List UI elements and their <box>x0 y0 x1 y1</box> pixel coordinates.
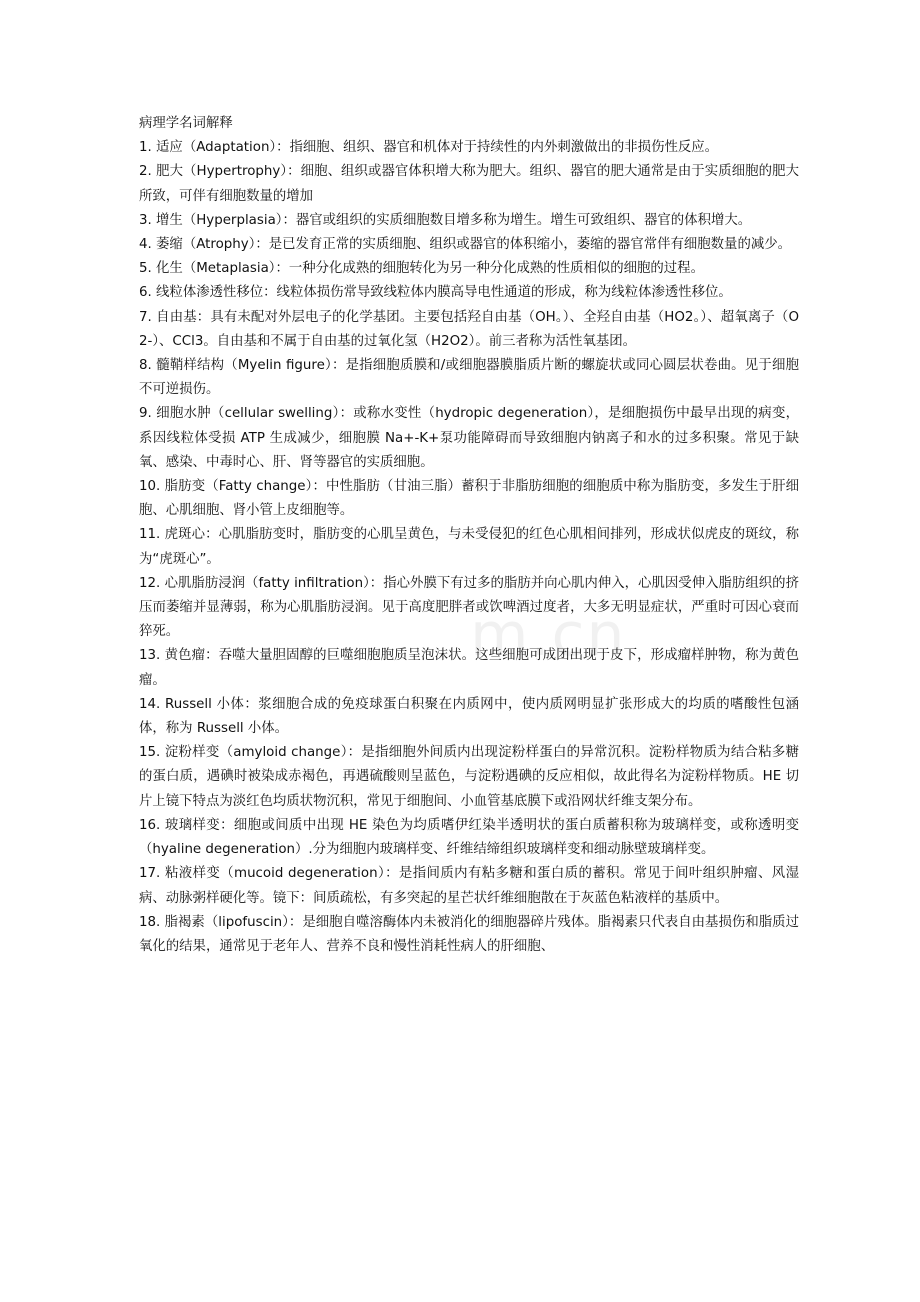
term-paragraph: 17. 粘液样变（mucoid degeneration）：是指间质内有粘多糖和蛋白质的蓄积。常见于间叶组织肿瘤、风湿病、动脉粥样硬化等。镜下：间质疏松，有多突起的星芒状纤维细胞散在于灰蓝色粘液样的基质中。 <box>139 866 799 906</box>
term-paragraph: 15. 淀粉样变（amyloid change）：是指细胞外间质内出现淀粉样蛋白的异常沉积。淀粉样物质为结合粘多糖的蛋白质，遇碘时被染成赤褐色，再遇硫酸则呈蓝色，与淀粉遇碘的反应相似，故此得名为淀粉样物质。HE 切片上镜下特点为淡红色均质状物沉积，常见于细胞间、小血管基底膜下或沿网状纤维支架分布。 <box>139 745 799 809</box>
term-paragraph: 9. 细胞水肿（cellular swelling）：或称水变性（hydropic degeneration），是细胞损伤中最早出现的病变，系因线粒体受损 ATP 生成减少，细胞膜 Na+-K+泵功能障碍而导致细胞内钠离子和水的过多积聚。常见于缺氧、感染、中毒时心、肝、肾等器官的实质细胞。 <box>139 406 799 470</box>
term-paragraph: 5. 化生（Metaplasia）：一种分化成熟的细胞转化为另一种分化成熟的性质相似的细胞的过程。 <box>139 261 704 277</box>
term-paragraph: 12. 心肌脂肪浸润（fatty infiltration）：指心外膜下有过多的脂肪并向心肌内伸入，心肌因受伸入脂肪组织的挤压而萎缩并显薄弱，称为心肌脂肪浸润。见于高度肥胖者或饮啤酒过度者，大多无明显症状，严重时可因心衰而猝死。 <box>139 575 799 640</box>
term-paragraph: 10. 脂肪变（Fatty change）：中性脂肪（甘油三脂）蓄积于非脂肪细胞的细胞质中称为脂肪变，多发生于肝细胞、心肌细胞、肾小管上皮细胞等。 <box>139 479 799 519</box>
watermark: m.cn <box>470 600 627 670</box>
document-body <box>139 112 799 959</box>
term-paragraph: 7. 自由基：具有未配对外层电子的化学基团。主要包括羟自由基（OH。）、全羟自由基（HO2。）、超氧离子（O2-）、CCl3。自由基和不属于自由基的过氧化氢（H2O2）。前三者称为活性氧基团。 <box>139 309 799 349</box>
term-paragraph: 13. 黄色瘤：吞噬大量胆固醇的巨噬细胞胞质呈泡沫状。这些细胞可成团出现于皮下，形成瘤样肿物，称为黄色瘤。 <box>139 648 799 688</box>
term-paragraph: 4. 萎缩（Atrophy）：是已发育正常的实质细胞、组织或器官的体积缩小，萎缩的器官常伴有细胞数量的减少。 <box>139 237 792 253</box>
term-paragraph: 3. 增生（Hyperplasia）：器官或组织的实质细胞数目增多称为增生。增生可致组织、器官的体积增大。 <box>139 212 752 228</box>
term-paragraph: 18. 脂褐素（lipofuscin）：是细胞自噬溶酶体内未被消化的细胞器碎片残体。脂褐素只代表自由基损伤和脂质过氧化的结果，通常见于老年人、营养不良和慢性消耗性病人的肝细胞、 <box>139 914 799 954</box>
term-paragraph: 8. 髓鞘样结构（Myelin figure）：是指细胞质膜和/或细胞器膜脂质片断的螺旋状或同心圆层状卷曲。见于细胞不可逆损伤。 <box>139 358 799 398</box>
term-paragraph: 11. 虎斑心：心肌脂肪变时，脂肪变的心肌呈黄色，与未受侵犯的红色心肌相间排列，形成状似虎皮的斑纹，称为“虎斑心”。 <box>139 527 799 567</box>
document-title: 病理学名词解释 <box>139 116 233 131</box>
term-paragraph: 6. 线粒体渗透性移位：线粒体损伤常导致线粒体内膜高导电性通道的形成，称为线粒体渗透性移位。 <box>139 285 732 301</box>
term-paragraph: 1. 适应（Adaptation）：指细胞、组织、器官和机体对于持续性的内外刺激做出的非损伤性反应。 <box>139 140 719 156</box>
term-paragraph: 16. 玻璃样变：细胞或间质中出现 HE 染色为均质嗜伊红染半透明状的蛋白质蓄积称为玻璃样变，或称透明变（hyaline degeneration）.分为细胞内玻璃样变、纤维结缔组织玻璃样变和细动脉壁玻璃样变。 <box>139 817 799 858</box>
term-paragraph: 14. Russell 小体：浆细胞合成的免疫球蛋白积聚在内质网中，使内质网明显扩张形成大的均质的嗜酸性包涵体，称为 Russell 小体。 <box>139 696 799 737</box>
term-paragraph: 2. 肥大（Hypertrophy）：细胞、组织或器官体积增大称为肥大。组织、器官的肥大通常是由于实质细胞的肥大所致，可伴有细胞数量的增加 <box>139 164 799 204</box>
